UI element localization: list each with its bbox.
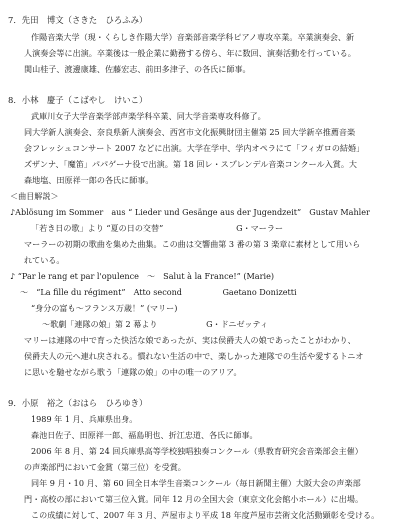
bio-line: 人演奏会等に出演。卒業後は一般企業に勤務する傍ら、年に数回、演奏活動を行っている。 [24, 48, 356, 58]
bio-line: 森池日佐子、田原祥一郎、福島明也、折江忠道、各氏に師事。 [31, 430, 258, 440]
bio-line: 同大学新人演奏会、奈良県新人演奏会、西宮市文化振興財団主催第 25 回大学新卒推薦音楽 [24, 127, 356, 137]
bio-line: この成績に対して、2007 年 3 月、芦屋市より平成 18 年度芦屋市芸術文化活動顕彰を受ける。 [31, 510, 380, 520]
bio-line: 2006 年 8 月、第 24 回兵庫県高等学校独唱独奏コンクール（県教育研究会音楽部会主催） [31, 446, 363, 456]
bio-line: 1989 年 1 月、兵庫県出身。 [31, 414, 138, 424]
piece-title-japanese: “身分の富も～フランス万歳！” (マリー) [31, 303, 178, 313]
section-heading: 8．小林 慶子（こばやし けいこ） [8, 95, 148, 105]
piece-title-original: ♪Ablösung im Sommer aus “ Lieder und Gesänge aus der Jugendzeit” Gustav Mahler [10, 207, 370, 217]
section-heading: 7．先田 博文（さきた ひろふみ） [8, 15, 148, 25]
section-heading: 9．小原 裕之（おはら ひろゆき） [8, 398, 148, 408]
piece-title-original: ～ “La fille du régiment” Atto second Gaetano Donizetti [20, 287, 297, 297]
bio-line: 会フレッシュコンサート 2007 などに出演。大学在学中、学内オペラにて「フィガロの結婚」 [24, 143, 365, 153]
program-notes-title: ＜曲目解説＞ [10, 191, 59, 201]
piece-description: れている。 [24, 255, 65, 265]
bio-line: 関山桂子、渡邊康雄、佐藤宏志、前田多津子、の各氏に師事。 [24, 64, 251, 74]
piece-title-japanese: ～歌劇「連隊の娘」第 2 幕より G・ドニゼッティ [42, 319, 269, 329]
bio-line: 作陽音楽大学（現・くらしき作陽大学）音楽部音楽学科ピアノ専攻卒業。卒業演奏会、新 [31, 32, 355, 42]
piece-description: マリーは連隊の中で育った快活な娘であったが、実は侯爵夫人の娘であったことがわかり、 [24, 335, 356, 345]
bio-line: 同年 9 月・10 月、第 60 回全日本学生音楽コンクール（毎日新聞主催）大阪大会の声楽部 [31, 478, 361, 488]
piece-title-original: ♪ “Par le rang et par l'opulence ～ Salut à la France!” (Marie) [10, 271, 275, 281]
piece-description: マーラーの初期の歌曲を集めた曲集。この曲は交響曲第 3 番の第 3 楽章に素材として用いら [24, 239, 361, 249]
bio-line: 森地塩、田原祥一郎の各氏に師事。 [24, 175, 154, 185]
piece-title-japanese: 「若き日の歌」より “夏の日の交替” G・マーラー [31, 223, 284, 233]
bio-line: 武庫川女子大学音楽学部声楽学科卒業、同大学音楽専攻科修了。 [31, 111, 266, 121]
bio-line: 門・高校の部において第三位入賞。同年 12 月の全国大会（東京文化会館小ホール）に出場。 [24, 494, 364, 504]
bio-line: の声楽部門において金賞（第三位）を受賞。 [24, 462, 186, 472]
bio-line: ズザンナ、「魔笛」パパゲーナ役で出演。第 18 回レ・スプレンデル音楽コンクール入賞。大 [24, 159, 358, 169]
piece-description: に思いを馳せながら歌う「連隊の娘」の中の唯一のアリア。 [24, 367, 242, 377]
piece-description: 侯爵夫人の元へ連れ戻される。慣れない生活の中で、楽しかった連隊での生活や愛するトニオ [24, 351, 364, 361]
